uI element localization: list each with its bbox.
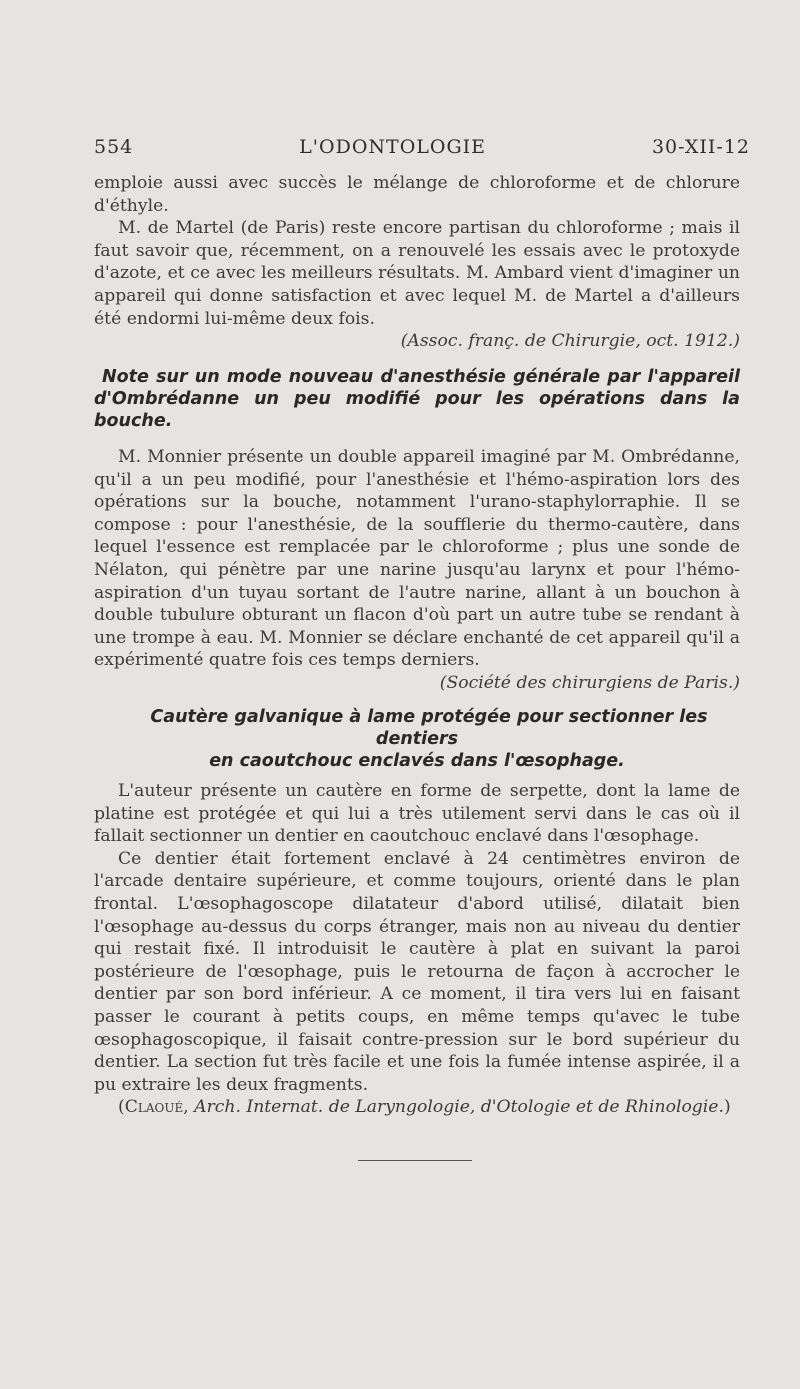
citation: (Assoc. franç. de Chirurgie, oct. 1912.)	[400, 331, 740, 352]
running-title: L'ODONTOLOGIE	[299, 136, 487, 158]
section-heading	[94, 706, 740, 772]
page-number: 554	[94, 136, 134, 158]
paragraph: Ce dentier était fortement enclavé à 24 centimètres environ de l'arcade dentaire supérieure, et comme toujours, orienté dans le plan frontal. L'œsophagoscope dilatateur d'abord utilisé, dilatait bien l'œsophage au-dessus du corps étranger, mais non au niveau du dentier qui restait fixé. Il introduisit le cautère à plat en suivant la paroi postérieure de l'œsophage, puis le retourna de façon à accrocher le dentier par son bord inférieur. A ce moment, il tira vers lui en faisant passer le courant à petits coups, en même temps qu'avec le tube œsophagoscopique, il faisait contre-pression sur le bord supérieur du dentier. La section fut très facile et une fois la fumée intense aspirée, il a pu extraire les deux fragments.	[94, 848, 740, 1095]
citation: (Claoué, Arch. Internat. de Laryngologie, d'Otologie et de Rhinologie.)	[118, 1097, 731, 1118]
paragraph: emploie aussi avec succès le mélange de chloroforme et de chlorure d'éthyle.	[94, 173, 740, 216]
heading-line-1: Cautère galvanique à lame protégée pour sectionner les dentiers	[150, 707, 708, 749]
citation-source: Arch. Internat. de Laryngologie, d'Otologie et de Rhinologie.	[194, 1097, 724, 1118]
paragraph: L'auteur présente un cautère en forme de serpette, dont la lame de platine est protégée et qui lui a très utilement servi dans le cas où il fallait sectionner un dentier en caoutchouc enclavé dans l'œsophage.	[94, 781, 740, 847]
heading-line-2: en caoutchouc enclavés dans l'œsophage.	[209, 751, 625, 771]
end-rule	[358, 1160, 472, 1161]
section-continuation	[94, 172, 740, 353]
section-cautere	[94, 706, 740, 1119]
paragraph: M. de Martel (de Paris) reste encore partisan du chloroforme ; mais il faut savoir que, récemment, on a renouvelé les essais avec le protoxyde d'azote, et ce avec les meilleurs résultats. M. Ambard vient d'imaginer un appareil qui donne satisfaction et avec lequel M. de Martel a d'ailleurs été endormi lui-même deux fois.	[94, 218, 740, 329]
running-header	[94, 136, 750, 158]
section-anesthesie	[94, 366, 740, 695]
issue-date: 30-XII-12	[651, 136, 750, 158]
citation-author: Claoué	[124, 1097, 184, 1118]
citation: (Société des chirurgiens de Paris.)	[439, 672, 740, 693]
section-heading: Note sur un mode nouveau d'anesthésie générale par l'appareil d'Ombrédanne un peu modifié pour les opérations dans la bouche.	[94, 367, 740, 431]
paragraph: M. Monnier présente un double appareil imaginé par M. Ombrédanne, qu'il a un peu modifié, pour l'anesthésie et l'hémo-aspiration lors des opérations sur la bouche, notamment l'urano-staphylorraphie. Il se compose : pour l'anesthésie, de la soufflerie du thermo-cautère, dans lequel l'essence est remplacée par le chloroforme ; plus une sonde de Nélaton, qui pénètre par une narine jusqu'au larynx et pour l'hémo-aspiration d'un tuyau sortant de l'autre narine, allant à un bouchon à double tubulure obturant un flacon d'où part un autre tube se rendant à une trompe à eau. M. Monnier se déclare enchanté de cet appareil qu'il a expérimenté quatre fois ces temps derniers.	[94, 447, 740, 671]
